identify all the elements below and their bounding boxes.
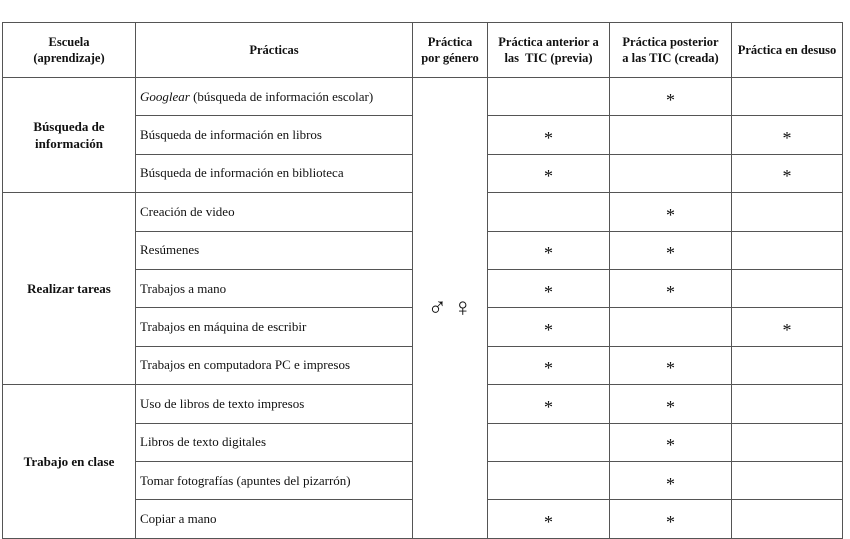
school-label-line: Trabajo en clase <box>23 453 115 469</box>
practice-label: Trabajos en computadora PC e impresos <box>140 357 351 373</box>
disuse-mark-cell <box>732 269 843 307</box>
post-mark-cell <box>610 231 732 269</box>
school-cell <box>3 193 136 385</box>
header-school <box>3 23 136 78</box>
practice-label: (búsqueda de información escolar) <box>189 88 374 104</box>
asterisk-mark: * <box>666 511 675 532</box>
prior-mark-cell <box>488 154 610 192</box>
asterisk-mark: * <box>666 243 675 264</box>
header-school-line1: Escuela <box>48 35 90 49</box>
prior-mark-cell <box>488 78 610 116</box>
male-symbol-icon: ♂ <box>427 292 447 322</box>
practice-label: Tomar fotografías (apuntes del pizarrón) <box>140 472 351 488</box>
disuse-mark-cell <box>732 500 843 538</box>
gender-cell <box>413 78 488 539</box>
asterisk-mark: * <box>666 435 675 456</box>
header-prior-line1: Práctica anterior a <box>498 35 599 49</box>
post-mark-cell <box>610 423 732 461</box>
post-mark-cell <box>610 269 732 307</box>
school-label-line: información <box>35 136 103 152</box>
post-mark-cell <box>610 308 732 346</box>
prior-mark-cell <box>488 346 610 384</box>
header-prior <box>488 23 610 78</box>
practice-label: Creación de video <box>140 203 235 219</box>
asterisk-mark: * <box>544 320 553 341</box>
asterisk-mark: * <box>544 358 553 379</box>
prior-mark-cell <box>488 193 610 231</box>
disuse-mark-cell <box>732 461 843 499</box>
post-mark-cell <box>610 154 732 192</box>
asterisk-mark: * <box>544 243 553 264</box>
post-mark-cell <box>610 193 732 231</box>
table-row <box>3 78 843 116</box>
asterisk-mark: * <box>544 166 553 187</box>
disuse-mark-cell <box>732 78 843 116</box>
disuse-mark-cell <box>732 423 843 461</box>
post-mark-cell <box>610 116 732 154</box>
header-gender-line1: Práctica <box>427 35 473 49</box>
prior-mark-cell <box>488 385 610 423</box>
prior-mark-cell <box>488 231 610 269</box>
disuse-mark-cell <box>732 231 843 269</box>
header-post-line2: a las TIC (creada) <box>622 51 719 65</box>
header-prior-line2: las TIC (previa) <box>504 51 593 65</box>
female-symbol-icon: ♀ <box>453 292 473 322</box>
header-row <box>3 23 843 78</box>
practice-label: Resúmenes <box>140 242 200 258</box>
header-gender-line2: por género <box>421 51 479 65</box>
school-cell <box>3 78 136 193</box>
asterisk-mark: * <box>782 166 792 187</box>
asterisk-mark: * <box>544 281 553 302</box>
practice-cell <box>136 385 413 423</box>
school-label-line: Búsqueda de <box>33 119 105 135</box>
post-mark-cell <box>610 346 732 384</box>
post-mark-cell <box>610 385 732 423</box>
practice-cell <box>136 78 413 116</box>
disuse-mark-cell <box>732 116 843 154</box>
practice-label: Trabajos en máquina de escribir <box>140 319 307 335</box>
practice-cell <box>136 116 413 154</box>
practice-label: Uso de libros de texto impresos <box>140 395 305 411</box>
asterisk-mark: * <box>666 396 675 417</box>
table-body <box>3 78 843 539</box>
practice-label: Búsqueda de información en biblioteca <box>140 165 344 181</box>
asterisk-mark: * <box>666 473 675 494</box>
school-label-line: Realizar tareas <box>27 281 111 297</box>
asterisk-mark: * <box>666 281 675 302</box>
practice-cell <box>136 308 413 346</box>
header-post-line1: Práctica posterior <box>622 35 719 49</box>
practice-emphasis: Googlear <box>140 88 190 104</box>
practice-label: Búsqueda de información en libros <box>140 127 322 143</box>
post-mark-cell <box>610 78 732 116</box>
practice-cell <box>136 193 413 231</box>
disuse-mark-cell <box>732 193 843 231</box>
header-gender <box>413 23 488 78</box>
practice-label: Trabajos a mano <box>140 280 227 296</box>
prior-mark-cell <box>488 269 610 307</box>
practice-cell <box>136 346 413 384</box>
header-practices: Prácticas <box>136 23 413 78</box>
practice-cell <box>136 500 413 538</box>
asterisk-mark: * <box>544 396 553 417</box>
practice-cell <box>136 154 413 192</box>
practice-cell <box>136 269 413 307</box>
practice-label: Copiar a mano <box>140 510 217 526</box>
practice-label: Libros de texto digitales <box>140 434 267 450</box>
prior-mark-cell <box>488 461 610 499</box>
asterisk-mark: * <box>666 358 675 379</box>
disuse-mark-cell <box>732 385 843 423</box>
asterisk-mark: * <box>666 204 675 225</box>
school-cell <box>3 385 136 539</box>
asterisk-mark: * <box>666 89 675 110</box>
prior-mark-cell <box>488 423 610 461</box>
header-school-line2: (aprendizaje) <box>33 51 105 65</box>
asterisk-mark: * <box>782 320 792 341</box>
asterisk-mark: * <box>544 511 553 532</box>
post-mark-cell <box>610 500 732 538</box>
prior-mark-cell <box>488 308 610 346</box>
post-mark-cell <box>610 461 732 499</box>
practice-cell <box>136 231 413 269</box>
disuse-mark-cell <box>732 346 843 384</box>
asterisk-mark: * <box>782 128 792 149</box>
practice-cell <box>136 423 413 461</box>
disuse-mark-cell <box>732 308 843 346</box>
prior-mark-cell <box>488 500 610 538</box>
disuse-mark-cell <box>732 154 843 192</box>
prior-mark-cell <box>488 116 610 154</box>
header-post <box>610 23 732 78</box>
practice-cell <box>136 461 413 499</box>
practices-table <box>2 22 843 539</box>
header-disuse: Práctica en desuso <box>732 23 843 78</box>
asterisk-mark: * <box>544 128 553 149</box>
